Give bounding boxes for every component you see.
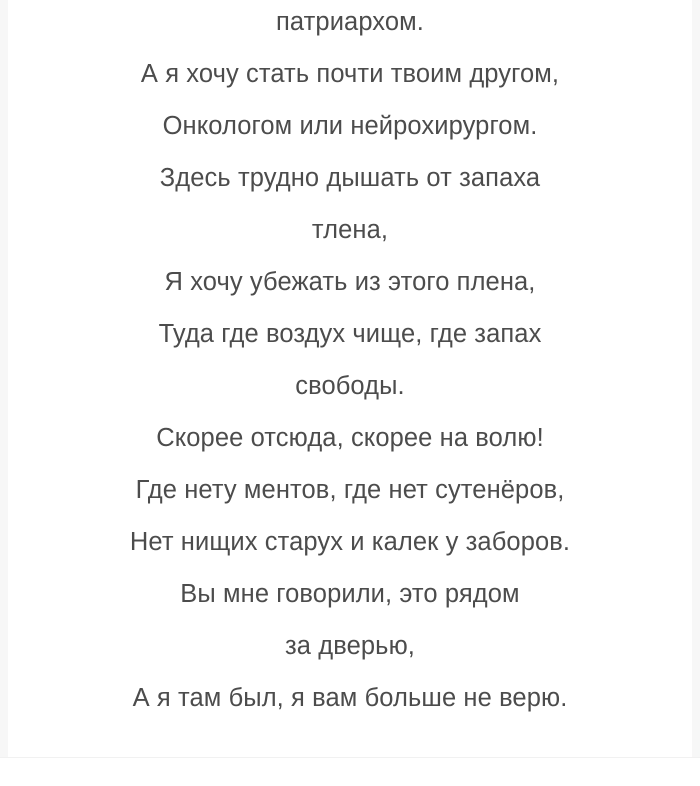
poem-line: за дверью, [285,632,415,660]
poem-line: Здесь трудно дышать от запаха [159,164,541,192]
poem-line: Где нету ментов, где нет сутенёров, [135,476,565,504]
poem-line: тлена, [311,216,389,244]
poem-line: Туда где воздух чище, где запах [158,320,542,348]
poem-line: Онкологом или нейрохирургом. [162,112,538,140]
poem-line: А я там был, я вам больше не верю. [132,684,568,712]
poem-line: свободы. [295,372,405,400]
poem-line: патриархом. [276,8,424,36]
poem-line: Вы мне говорили, это рядом [180,580,520,608]
poem-line: Скорее отсюда, скорее на волю! [156,424,544,452]
poem-line: Нет нищих старух и калек у заборов. [129,528,571,556]
poem-line: Я хочу убежать из этого плена, [164,268,536,296]
poem-line: А я хочу стать почти твоим другом, [140,60,560,88]
bottom-edge [0,757,700,786]
